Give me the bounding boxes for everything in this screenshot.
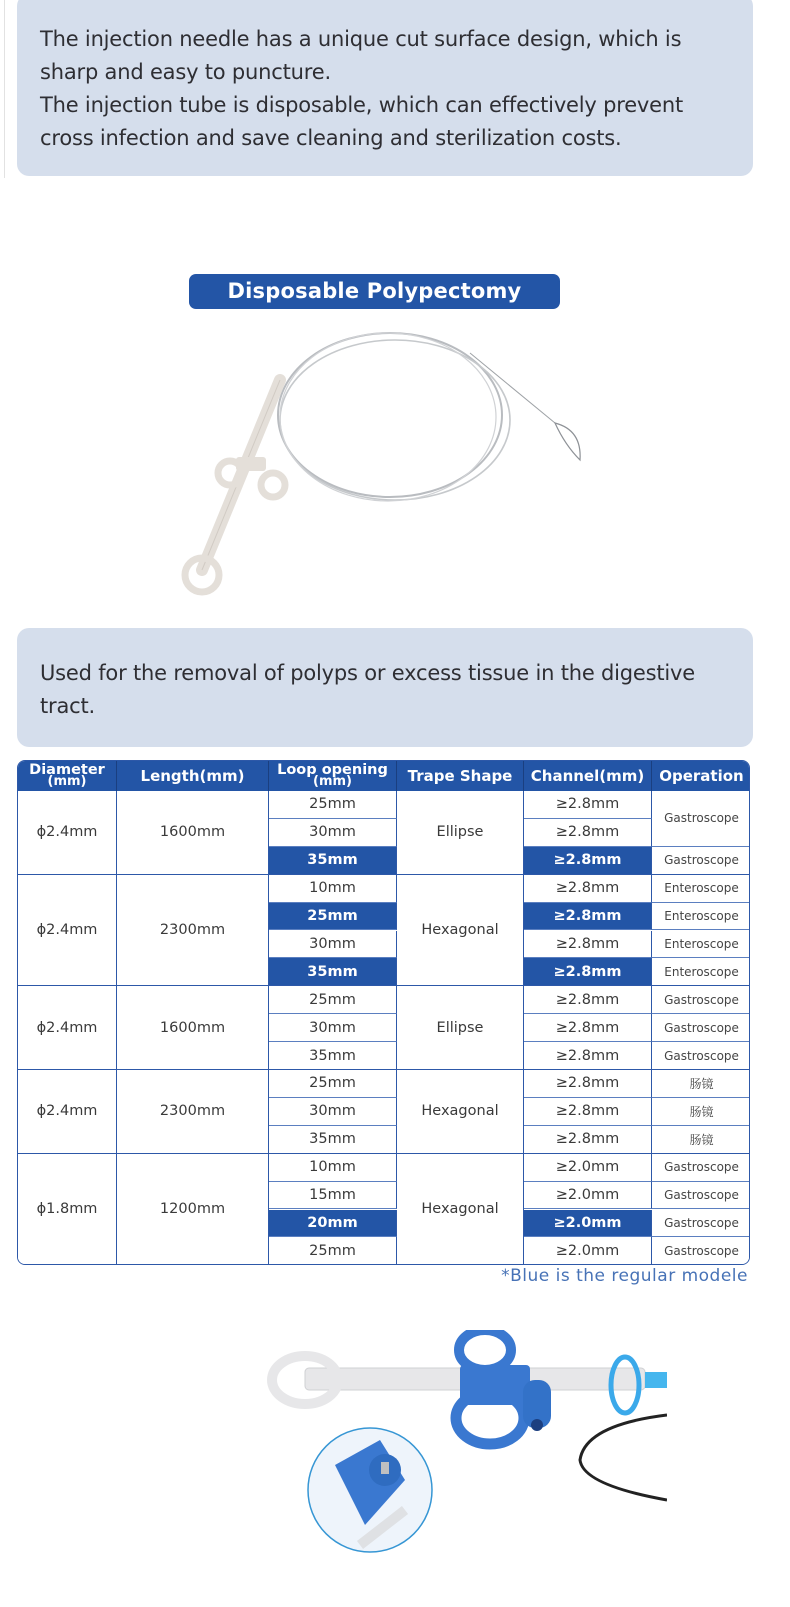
cell-loop-opening: 30mm — [269, 1014, 397, 1042]
header-diameter-unit: (mm) — [47, 774, 87, 789]
cell-channel: ≥2.8mm — [524, 986, 652, 1014]
cell-trape-shape: Ellipse — [397, 791, 524, 875]
cell-operation: Gastroscope — [652, 1237, 750, 1265]
cell-loop-opening: 35mm — [269, 958, 397, 986]
cell-trape-shape: Hexagonal — [397, 875, 524, 987]
header-length: Length(mm) — [117, 761, 269, 791]
cell-channel: ≥2.8mm — [524, 903, 652, 931]
specification-table — [17, 760, 750, 1265]
cell-operation: Enteroscope — [652, 903, 750, 931]
header-channel: Channel(mm) — [524, 761, 652, 791]
cell-diameter: ϕ2.4mm — [18, 986, 117, 1070]
cell-operation: Gastroscope — [652, 847, 750, 875]
cell-channel: ≥2.0mm — [524, 1210, 652, 1238]
cell-operation: Gastroscope — [652, 1042, 750, 1070]
cell-channel: ≥2.0mm — [524, 1182, 652, 1210]
header-diameter-label: Diameter — [29, 762, 105, 778]
cell-length: 1600mm — [117, 986, 269, 1070]
cell-loop-opening: 35mm — [269, 847, 397, 875]
table-footnote: *Blue is the regular modele — [501, 1266, 748, 1286]
cell-length: 2300mm — [117, 875, 269, 987]
cell-operation: Gastroscope — [652, 1210, 750, 1238]
cell-loop-opening: 25mm — [269, 903, 397, 931]
cell-loop-opening: 30mm — [269, 1098, 397, 1126]
cell-channel: ≥2.8mm — [524, 847, 652, 875]
cell-diameter: ϕ1.8mm — [18, 1154, 117, 1265]
cell-operation: 肠镜 — [652, 1070, 750, 1098]
cell-operation: 肠镜 — [652, 1098, 750, 1126]
polypectomy-snare-image — [170, 325, 600, 600]
header-operation: Operation — [659, 767, 744, 785]
cell-loop-opening: 30mm — [269, 819, 397, 847]
cell-loop-opening: 10mm — [269, 1154, 397, 1182]
header-loop-opening — [269, 761, 397, 791]
table-header-row — [18, 761, 749, 791]
cell-trape-shape: Hexagonal — [397, 1070, 524, 1154]
cell-loop-opening: 25mm — [269, 986, 397, 1014]
header-trape-shape: Trape Shape — [397, 761, 524, 791]
product-description-card — [17, 628, 753, 747]
cell-channel: ≥2.8mm — [524, 931, 652, 959]
cell-loop-opening: 25mm — [269, 1237, 397, 1265]
cell-operation: Gastroscope — [652, 1014, 750, 1042]
cell-trape-shape: Ellipse — [397, 986, 524, 1070]
cell-channel: ≥2.8mm — [524, 791, 652, 819]
product-description: Used for the removal of polyps or excess tissue in the digestive tract. — [40, 661, 696, 718]
cell-diameter: ϕ2.4mm — [18, 875, 117, 987]
cell-loop-opening: 35mm — [269, 1126, 397, 1154]
intro-line-needle: The injection needle has a unique cut surface design, which is sharp and easy to puncture. — [40, 27, 682, 84]
cell-length: 1200mm — [117, 1154, 269, 1265]
cell-loop-opening: 35mm — [269, 1042, 397, 1070]
cell-channel: ≥2.8mm — [524, 1098, 652, 1126]
cell-operation: Gastroscope — [652, 791, 750, 847]
cell-operation: 肠镜 — [652, 1126, 750, 1154]
cell-operation: Gastroscope — [652, 986, 750, 1014]
cell-loop-opening: 15mm — [269, 1182, 397, 1210]
intro-info-card — [17, 0, 753, 176]
left-border-line — [4, 0, 5, 178]
cell-diameter: ϕ2.4mm — [18, 791, 117, 875]
cell-loop-opening: 25mm — [269, 1070, 397, 1098]
cell-operation: Gastroscope — [652, 1154, 750, 1182]
cell-channel: ≥2.0mm — [524, 1237, 652, 1265]
cell-loop-opening: 25mm — [269, 791, 397, 819]
cell-trape-shape: Hexagonal — [397, 1154, 524, 1265]
cell-length: 1600mm — [117, 791, 269, 875]
header-diameter — [18, 761, 117, 791]
cell-operation: Enteroscope — [652, 875, 750, 903]
cell-channel: ≥2.8mm — [524, 958, 652, 986]
cell-loop-opening: 30mm — [269, 931, 397, 959]
cell-channel: ≥2.8mm — [524, 1014, 652, 1042]
cell-operation: Enteroscope — [652, 958, 750, 986]
header-loop-unit: (mm) — [313, 774, 352, 789]
header-loop-label: Loop opening — [277, 762, 388, 778]
cell-channel: ≥2.8mm — [524, 1070, 652, 1098]
product-title-badge: Disposable Polypectomy Snare — [189, 274, 560, 309]
cell-operation: Gastroscope — [652, 1182, 750, 1210]
intro-line-tube: The injection tube is disposable, which can effectively prevent cross infection and save cleaning and sterilization costs. — [40, 93, 684, 150]
cell-channel: ≥2.8mm — [524, 1126, 652, 1154]
cell-diameter: ϕ2.4mm — [18, 1070, 117, 1154]
cell-loop-opening: 10mm — [269, 875, 397, 903]
cell-channel: ≥2.8mm — [524, 1042, 652, 1070]
cell-operation: Enteroscope — [652, 931, 750, 959]
cell-length: 2300mm — [117, 1070, 269, 1154]
cell-channel: ≥2.0mm — [524, 1154, 652, 1182]
cell-loop-opening: 20mm — [269, 1210, 397, 1238]
snare-handle-detail-image — [265, 1330, 667, 1560]
cell-channel: ≥2.8mm — [524, 819, 652, 847]
cell-channel: ≥2.8mm — [524, 875, 652, 903]
